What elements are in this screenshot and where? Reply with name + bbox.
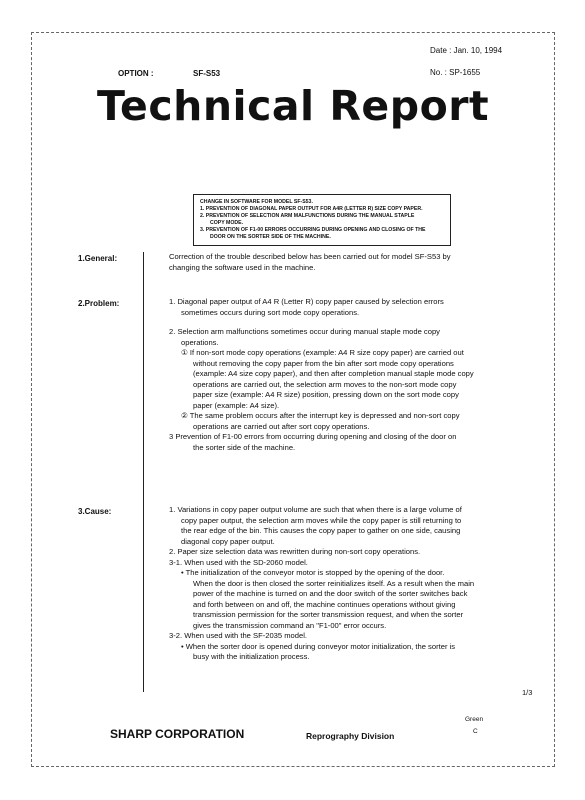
body-line: transmission permission for the sorter transmission request, and when the sorter xyxy=(193,610,464,619)
body-line: 1. Diagonal paper output of A4 R (Letter R) copy paper caused by selection errors xyxy=(169,297,444,306)
section-divider-line xyxy=(143,252,144,692)
body-line: 3 Prevention of F1-00 errors from occurring during opening and closing of the door on xyxy=(169,432,457,441)
body-line: (example: A4 size copy paper), and then after completion manual staple mode copy xyxy=(193,369,474,378)
notice-line: 1. PREVENTION OF DIAGONAL PAPER OUTPUT FOR A4R (LETTER R) SIZE COPY PAPER. xyxy=(200,206,423,212)
body-line: 1. Variations in copy paper output volume are such that when there is a large volume of xyxy=(169,505,462,514)
division-name: Reprography Division xyxy=(306,731,395,741)
body-line: paper (example: A4 size). xyxy=(193,400,280,410)
report-date: Date : Jan. 10, 1994 xyxy=(430,46,503,55)
body-line: the rear edge of the bin. This causes the copy paper to gather on one side, causing xyxy=(181,526,461,535)
green-mark-c: C xyxy=(473,728,478,735)
body-line: busy with the initialization process. xyxy=(193,652,310,661)
notice-line: CHANGE IN SOFTWARE FOR MODEL SF-S53. xyxy=(200,199,313,205)
section-label-cause: 3.Cause: xyxy=(78,507,112,516)
body-line: operations. xyxy=(181,337,219,347)
body-line: 3-2. When used with the SF-2035 model. xyxy=(169,631,308,640)
body-line: • The initialization of the conveyor motor is stopped by the opening of the door. xyxy=(181,568,445,577)
body-line: without removing the copy paper from the bin after sort mode copy operations xyxy=(193,358,454,368)
body-line: ① If non-sort mode copy operations (example: A4 R size copy paper) are carried out xyxy=(181,348,464,357)
body-line: changing the software used in the machine. xyxy=(169,262,316,272)
report-number: No. : SP-1655 xyxy=(430,68,481,77)
report-title: Technical Report xyxy=(97,82,490,130)
section-label-problem: 2.Problem: xyxy=(78,299,120,308)
body-line: • When the sorter door is opened during conveyor motor initialization, the sorter is xyxy=(181,641,456,651)
notice-line: 2. PREVENTION OF SELECTION ARM MALFUNCTIONS DURING THE MANUAL STAPLE xyxy=(200,213,415,219)
body-line: operations are carried out after sort copy operations. xyxy=(193,421,370,431)
body-line: copy paper output, the selection arm moves while the copy paper is still returning to xyxy=(181,515,462,525)
body-line: When the door is then closed the sorter reinitializes itself. As a result when the main xyxy=(193,578,475,588)
body-line: gives the transmission command an "F1-00" error occurs. xyxy=(193,620,387,630)
body-line: 2. Paper size selection data was rewritten during non-sort copy operations. xyxy=(169,547,421,556)
notice-line: DOOR ON THE SORTER SIDE OF THE MACHINE. xyxy=(210,234,331,240)
body-line: power of the machine is turned on and the door switch of the sorter switches back xyxy=(193,589,468,598)
option-value: SF-S53 xyxy=(193,69,221,78)
page-number: 1/3 xyxy=(522,688,533,697)
section-body-general xyxy=(169,252,451,273)
body-line: Correction of the trouble described below has been carried out for model SF-S53 by xyxy=(169,252,451,261)
section-label-general: 1.General: xyxy=(78,254,118,263)
body-line: ② The same problem occurs after the interrupt key is depressed and non-sort copy xyxy=(181,411,460,420)
section-body-problem xyxy=(169,297,474,453)
section-body-cause xyxy=(169,505,474,663)
body-line: operations are carried out, the selection arm moves to the non-sort mode copy xyxy=(193,379,457,389)
change-notice-box xyxy=(193,194,451,246)
body-line: 2. Selection arm malfunctions sometimes occur during manual staple mode copy xyxy=(169,327,440,336)
body-line: and forth between on and off, the machine continues operations without giving xyxy=(193,599,456,609)
notice-line: COPY MODE. xyxy=(210,220,244,226)
body-line: sometimes occurs during sort mode copy operations. xyxy=(181,307,360,317)
body-line: diagonal copy paper output. xyxy=(181,536,275,546)
body-line: the sorter side of the machine. xyxy=(193,442,296,452)
green-mark: Green xyxy=(465,716,484,723)
company-name: SHARP CORPORATION xyxy=(110,727,245,741)
body-line: paper size (example: A4 R size) position, pressing down on the sort mode copy xyxy=(193,390,459,399)
notice-line: 3. PREVENTION OF F1-00 ERRORS OCCURRING DURING OPENING AND CLOSING OF THE xyxy=(200,227,426,233)
body-line: 3-1. When used with the SD-2060 model. xyxy=(169,557,308,567)
option-label: OPTION : xyxy=(118,69,154,78)
